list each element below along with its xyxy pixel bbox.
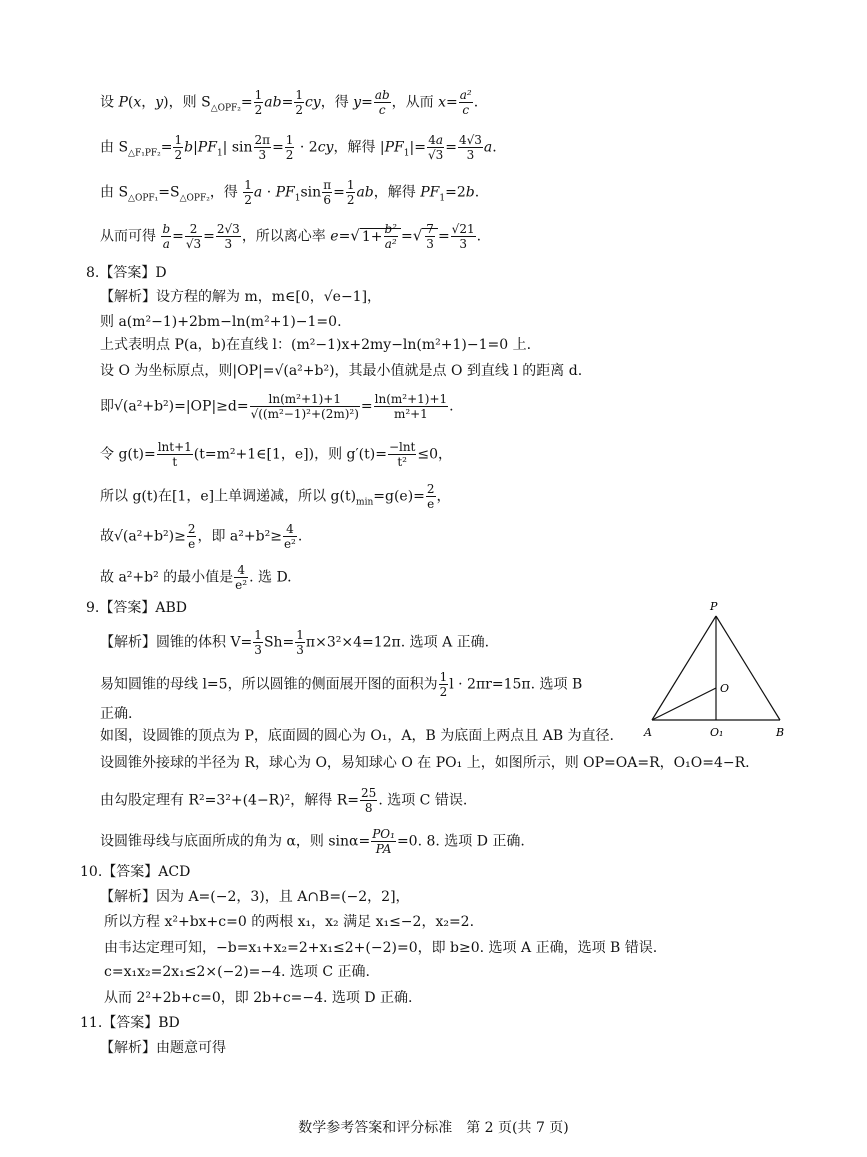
page-footer: 数学参考答案和评分标准 第 2 页(共 7 页) (298, 1120, 569, 1136)
q9-line-1: 【解析】圆锥的体积 V= $\frac{1}{3}$ Sh= $\frac{1}{3}$ π×3²×4=12π. 选项 A 正确. (100, 628, 490, 657)
q10-answer-title: 10.【答案】ACD (80, 864, 191, 880)
q11-answer-title: 11.【答案】BD (80, 1015, 180, 1031)
derivation-line-4: 从而可得 $\frac{b}{a}$ = $\frac{2}{√3}$ = $\frac{2√3}{3}$ ，所以离心率 e=√ 1+ $\frac{\text{b²}}{\text{a²}}$ =√ $\frac{7}{3}$ = $\frac{√21}{3}$ . (100, 222, 482, 251)
q8-line-1: 【解析】设方程的解为 m，m∈[0，√e−1]， (100, 289, 382, 305)
q10-line-5: 从而 2²+2b+c=0，即 2b+c=−4. 选项 D 正确. (104, 990, 413, 1006)
q9-line-2: 易知圆锥的母线 l=5，所以圆锥的侧面展开图的面积为 $\frac{1}{2}$ l · 2πr=15π. 选项 B (100, 670, 583, 699)
derivation-line-1: 设 P(x，y)，则 $S_{\triangle OPF_2}=$ $\frac{1}{2}$ ab= $\frac{1}{2}$ cy，得 y= $\frac{ab}{c}$ ，从而 x= $\frac{\text{a²}}{c}$ . (100, 88, 479, 117)
q8-line-6: 令 g(t)= $\frac{\ln t+1}{t}$ (t=m²+1∈[1，e])，则 g′(t)= $\frac{-\ln t}{\text{t²}}$ ≤0， (100, 440, 453, 469)
label-O: O (720, 682, 730, 695)
q8-line-7: 所以 g(t)在[1，e]上单调递减，所以 $g(t)_{min}=g(e)=$ $\frac{2}{e}$ ， (100, 482, 451, 511)
q9-line-5: 设圆锥外接球的半径为 R，球心为 O，易知球心 O 在 PO₁ 上，如图所示，则 OP=OA=R，O₁O=4−R. (100, 755, 750, 771)
q10-line-2: 所以方程 x²+bx+c=0 的两根 x₁，x₂ 满足 x₁≤−2，x₂=2. (104, 914, 475, 930)
label-P: P (710, 600, 718, 613)
q8-line-2: 则 a(m²−1)+2bm−ln(m²+1)−1=0. (100, 314, 342, 330)
q9-line-3: 正确. (100, 706, 133, 722)
q8-line-5: 即√(a²+b²)=|OP|≥d= $\frac{\text{ln(m²+1)+1}}{\text{√((m²−1)²+(2m)²)}}$ = $\frac{\text{ln(m²+1)+1}}{\text{m²+1}}$ . (100, 392, 454, 421)
q9-line-7: 设圆锥母线与底面所成的角为 α，则 sinα= $\frac{\text{PO₁}}{PA}$ =0. 8. 选项 D 正确. (100, 827, 525, 856)
cone-figure (640, 596, 800, 750)
cone-diagram (640, 596, 800, 746)
label-A: A (644, 726, 652, 739)
label-O1: O₁ (710, 726, 724, 739)
q11-line-1: 【解析】由题意可得 (100, 1040, 226, 1056)
q10-line-1: 【解析】因为 A=(−2，3)，且 A∩B=(−2，2]， (100, 889, 410, 905)
derivation-line-2: 由 $S_{\triangle F_1PF_2}=$ $\frac{1}{2}$ $b|PF_1|$ sin $\frac{2\pi}{3}$ = $\frac{1}{2}$ · 2cy，解得 $|PF_1|=$ $\frac{4a}{√3}$ = $\frac{4√3}{3}$ a. (100, 133, 497, 162)
q9-answer-title: 9.【答案】ABD (86, 600, 187, 616)
q9-line-6: 由勾股定理有 R²=3²+(4−R)²，解得 R= $\frac{25}{8}$ . 选项 C 错误. (100, 786, 468, 815)
q10-line-4: c=x₁x₂=2x₁≤2×(−2)=−4. 选项 C 正确. (104, 964, 370, 980)
q8-line-3: 上式表明点 P(a，b)在直线 l：(m²−1)x+2my−ln(m²+1)−1=0 上. (100, 337, 532, 353)
q8-line-9: 故 a²+b² 的最小值是 $\frac{4}{\text{e²}}$ . 选 D. (100, 563, 292, 592)
q9-line-4: 如图，设圆锥的顶点为 P，底面圆的圆心为 O₁，A，B 为底面上两点且 AB 为直径. (100, 728, 615, 744)
q8-line-4: 设 O 为坐标原点，则|OP|=√(a²+b²)，其最小值就是点 O 到直线 l 的距离 d. (100, 363, 583, 379)
derivation-line-3: 由 $S_{\triangle OPF_1}=S_{\triangle OPF_2}$，得 $\frac{1}{2}$ $a \cdot PF_1\sin$ $\frac{\pi}{6}$ = $\frac{1}{2}$ ab，解得 $PF_1=2b$. (100, 178, 480, 207)
q8-line-8: 故√(a²+b²)≥ $\frac{2}{e}$ ，即 a²+b²≥ $\frac{4}{\text{e²}}$ . (100, 522, 303, 551)
q10-line-3: 由韦达定理可知，−b=x₁+x₂=2+x₁≤2+(−2)=0，即 b≥0. 选项 A 正确，选项 B 错误. (104, 940, 658, 956)
q8-answer-title: 8.【答案】D (86, 265, 167, 281)
label-B: B (776, 726, 785, 739)
